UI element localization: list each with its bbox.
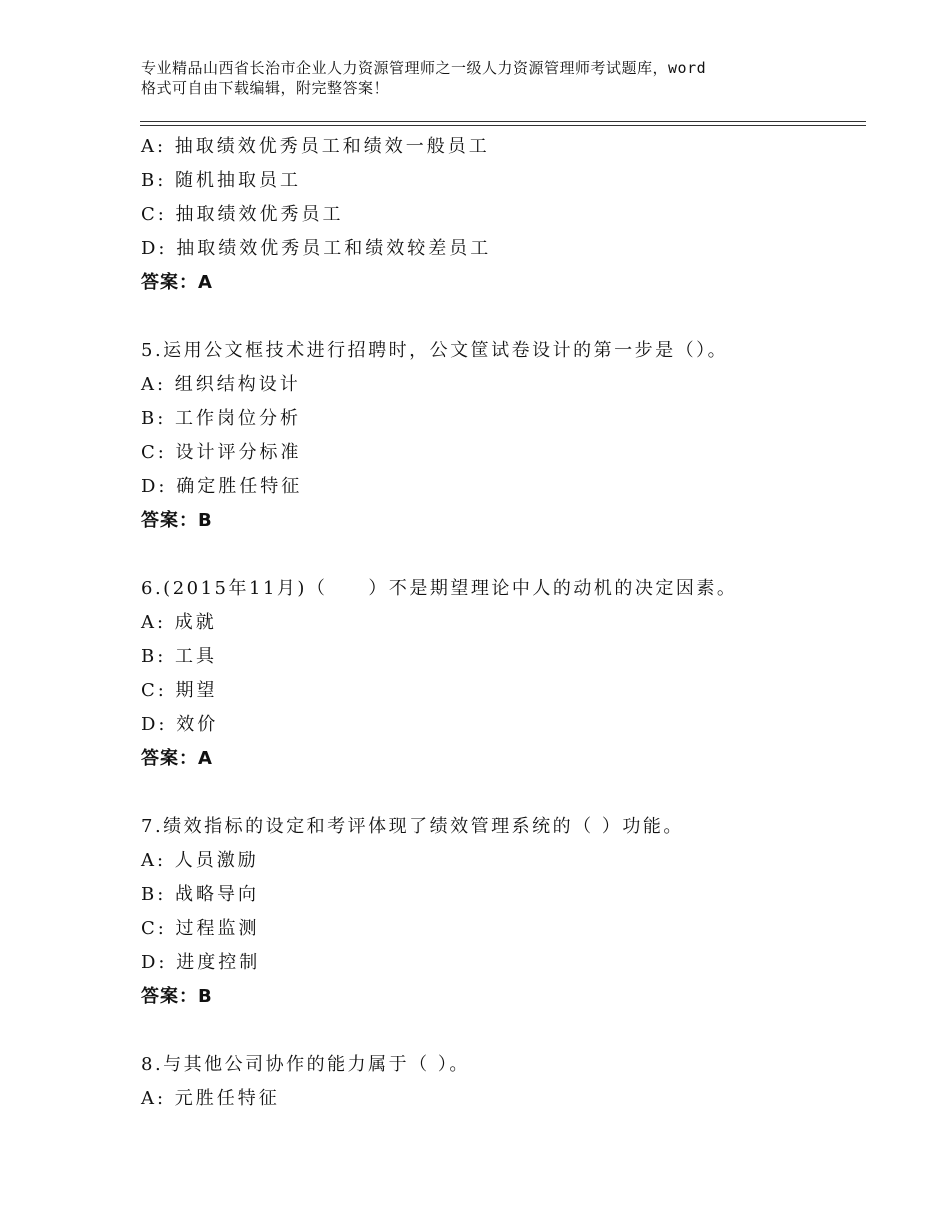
header-divider-bottom	[140, 125, 866, 126]
answer: 答案：B	[141, 986, 213, 1007]
question-4	[141, 130, 866, 300]
option-c: C: 期望	[141, 680, 218, 701]
option-b: B: 工作岗位分析	[141, 408, 302, 429]
header-title-line-1: 专业精品山西省长治市企业人力资源管理师之一级人力资源管理师考试题库，word	[141, 59, 707, 77]
option-b: B: 工具	[141, 646, 218, 667]
question-text: 5.运用公文框技术进行招聘时，公文筐试卷设计的第一步是（）。	[141, 340, 729, 361]
option-d: D: 效价	[141, 714, 219, 735]
question-text: 8.与其他公司协作的能力属于（ ）。	[141, 1054, 470, 1075]
question-list	[141, 130, 866, 1116]
option-d: D: 抽取绩效优秀员工和绩效较差员工	[141, 238, 492, 259]
question-text: 7.绩效指标的设定和考评体现了绩效管理系统的（ ）功能。	[141, 816, 684, 837]
option-b: B: 战略导向	[141, 884, 260, 905]
question-text: 6.(2015年11月)（ ）不是期望理论中人的动机的决定因素。	[141, 578, 738, 599]
option-c: C: 抽取绩效优秀员工	[141, 204, 344, 225]
spacer	[141, 1014, 866, 1048]
answer: 答案：A	[141, 748, 213, 769]
answer: 答案：A	[141, 272, 213, 293]
question-7	[141, 810, 866, 1014]
option-a: A: 成就	[141, 612, 217, 633]
header-title-line-2: 格式可自由下载编辑，附完整答案！	[141, 79, 390, 97]
answer: 答案：B	[141, 510, 213, 531]
option-a: A: 组织结构设计	[141, 374, 301, 395]
spacer	[141, 300, 866, 334]
option-c: C: 设计评分标准	[141, 442, 302, 463]
question-6	[141, 572, 866, 776]
spacer	[141, 776, 866, 810]
header-divider-top	[140, 121, 866, 122]
option-c: C: 过程监测	[141, 918, 260, 939]
question-8	[141, 1048, 866, 1116]
option-a: A: 人员激励	[141, 850, 259, 871]
document-header	[141, 58, 841, 98]
option-d: D: 确定胜任特征	[141, 476, 303, 497]
option-d: D: 进度控制	[141, 952, 261, 973]
option-a: A: 元胜任特征	[141, 1088, 280, 1109]
question-5	[141, 334, 866, 538]
spacer	[141, 538, 866, 572]
option-a: A: 抽取绩效优秀员工和绩效一般员工	[141, 136, 490, 157]
option-b: B: 随机抽取员工	[141, 170, 302, 191]
